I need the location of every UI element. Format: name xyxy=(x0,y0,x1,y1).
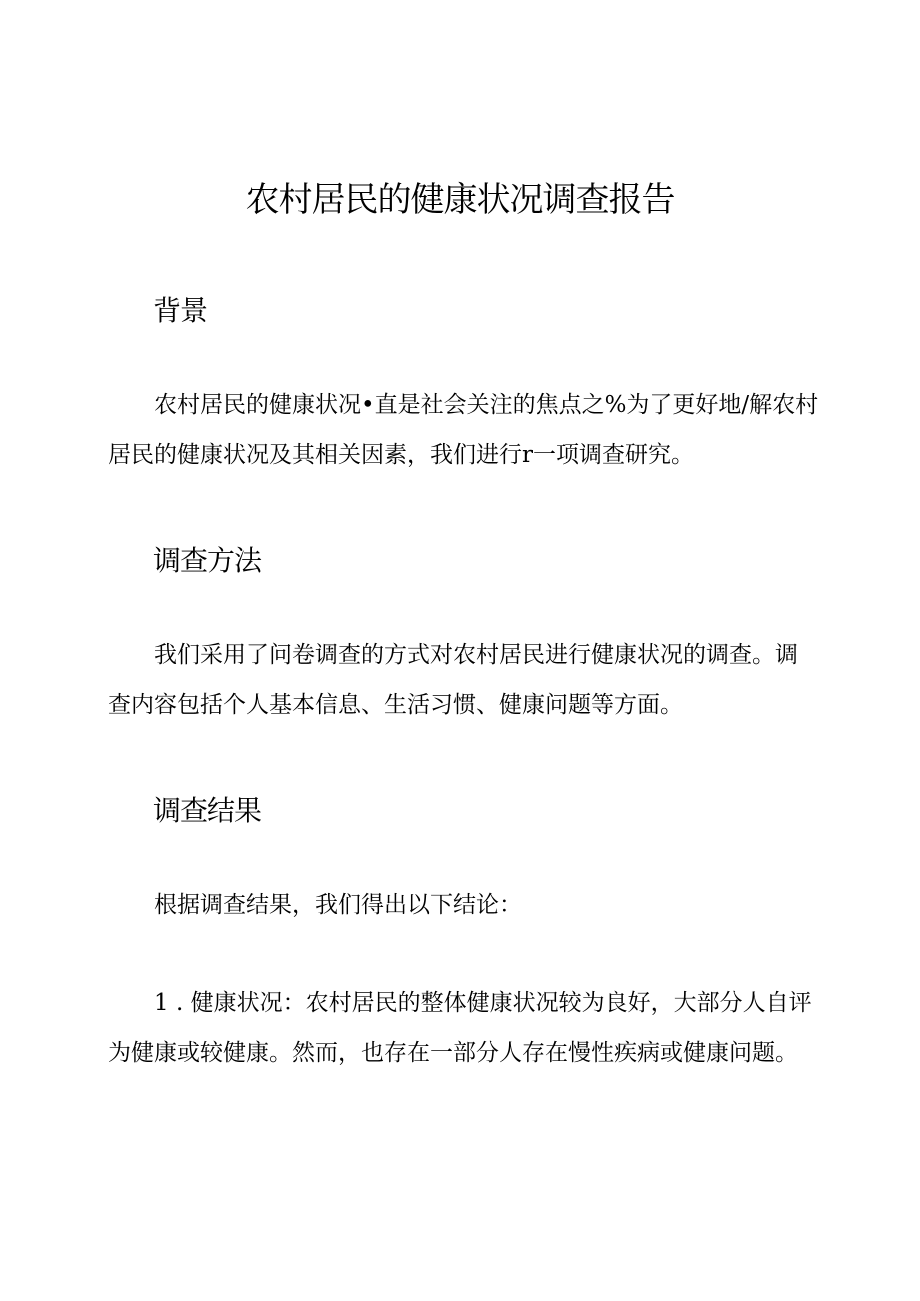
section-heading-results: 调查结果 xyxy=(153,794,262,827)
background-paragraph-line-2: 居民的健康状况及其相关因素，我们进行r一项调查研究。 xyxy=(108,442,694,468)
method-paragraph-line-2: 查内容包括个人基本信息、生活习惯、健康问题等方面。 xyxy=(108,692,683,718)
section-heading-method: 调查方法 xyxy=(153,544,262,577)
background-paragraph xyxy=(108,380,820,480)
results-intro-line-1: 根据调查结果，我们得出以下结论： xyxy=(154,892,522,918)
results-item-1-paragraph xyxy=(108,978,820,1078)
results-item-1-line-1: 1 . 健康状况：农村居民的整体健康状况较为良好，大部分人自评 xyxy=(154,990,812,1016)
results-item-1-line-2: 为健康或较健康。然而，也存在一部分人存在慢性疾病或健康问题。 xyxy=(108,1040,798,1066)
results-intro-paragraph xyxy=(108,880,820,930)
background-paragraph-line-1: 农村居民的健康状况•直是社会关注的焦点之%为了更好地/解农村 xyxy=(154,392,819,418)
section-heading-background: 背景 xyxy=(153,294,208,327)
method-paragraph xyxy=(108,630,820,730)
method-paragraph-line-1: 我们采用了问卷调查的方式对农村居民进行健康状况的调查。调 xyxy=(154,642,798,668)
report-title: 农村居民的健康状况调查报告 xyxy=(245,180,675,220)
